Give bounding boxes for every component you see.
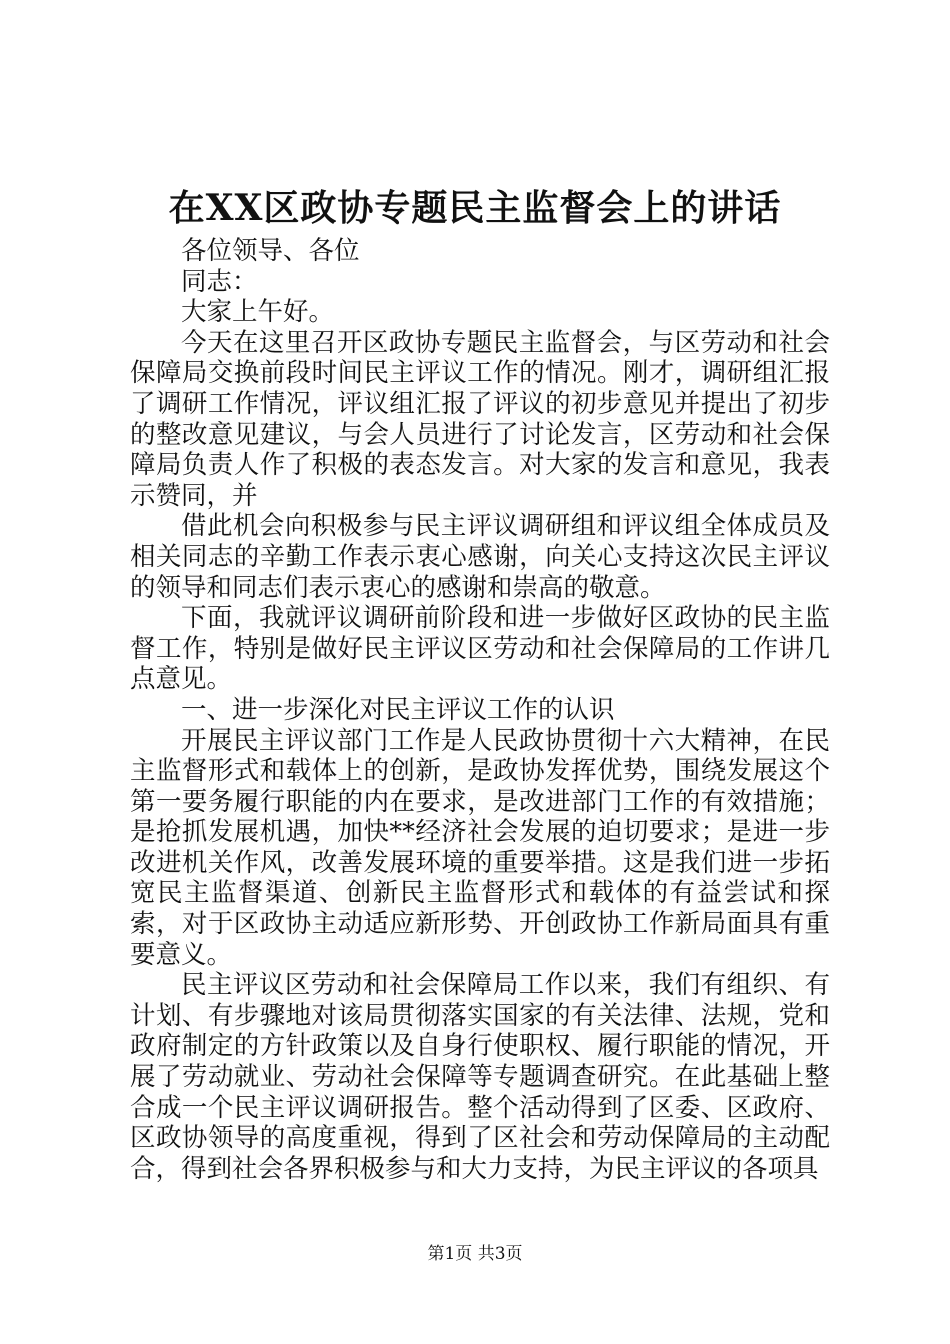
paragraph-thanks: 借此机会向积极参与民主评议调研组和评议组全体成员及相关同志的辛勤工作表示衷心感谢，向关心支持这次民主评议的领导和同志们表示衷心的感谢和崇高的敬意。: [130, 511, 830, 603]
paragraph-greeting: 大家上午好。: [181, 297, 335, 328]
document-title: 在XX区政协专题民主监督会上的讲话: [168, 187, 782, 229]
page-footer: 第1页 共3页: [427, 1244, 523, 1264]
document-body: [130, 236, 830, 1184]
paragraph-opening: 今天在这里召开区政协专题民主监督会，与区劳动和社会保障局交换前段时间民主评议工作的情况。刚才，调研组汇报了调研工作情况，评议组汇报了评议的初步意见并提出了初步的整改意见建议，与会人员进行了讨论发言，区劳动和社会保障局负责人作了积极的表态发言。对大家的发言和意见，我表示赞同，并: [130, 327, 830, 511]
paragraph-progress: 民主评议区劳动和社会保障局工作以来，我们有组织、有计划、有步骤地对该局贯彻落实国家的有关法律、法规，党和政府制定的方针政策以及自身行使职权、履行职能的情况，开展了劳动就业、劳动社会保障等专题调查研究。在此基础上整合成一个民主评议调研报告。整个活动得到了区委、区政府、区政协领导的高度重视，得到了区社会和劳动保障局的主动配合，得到社会各界积极参与和大力支持，为民主评议的各项具: [130, 970, 830, 1184]
paragraph-salutation-2: 同志：: [181, 266, 258, 297]
paragraph-salutation-1: 各位领导、各位: [181, 236, 360, 266]
paragraph-intro-points: 下面，我就评议调研前阶段和进一步做好区政协的民主监督工作，特别是做好民主评议区劳动和社会保障局的工作讲几点意见。: [130, 603, 830, 695]
section-heading-1: 一、进一步深化对民主评议工作的认识: [181, 694, 615, 725]
paragraph-significance: 开展民主评议部门工作是人民政协贯彻十六大精神，在民主监督形式和载体上的创新，是政协发挥优势，围绕发展这个第一要务履行职能的内在要求，是改进部门工作的有效措施；是抢抓发展机遇，加快**经济社会发展的迫切要求；是进一步改进机关作风，改善发展环境的重要举措。这是我们进一步拓宽民主监督渠道、创新民主监督形式和载体的有益尝试和探索，对于区政协主动适应新形势、开创政协工作新局面具有重要意义。: [130, 725, 830, 970]
